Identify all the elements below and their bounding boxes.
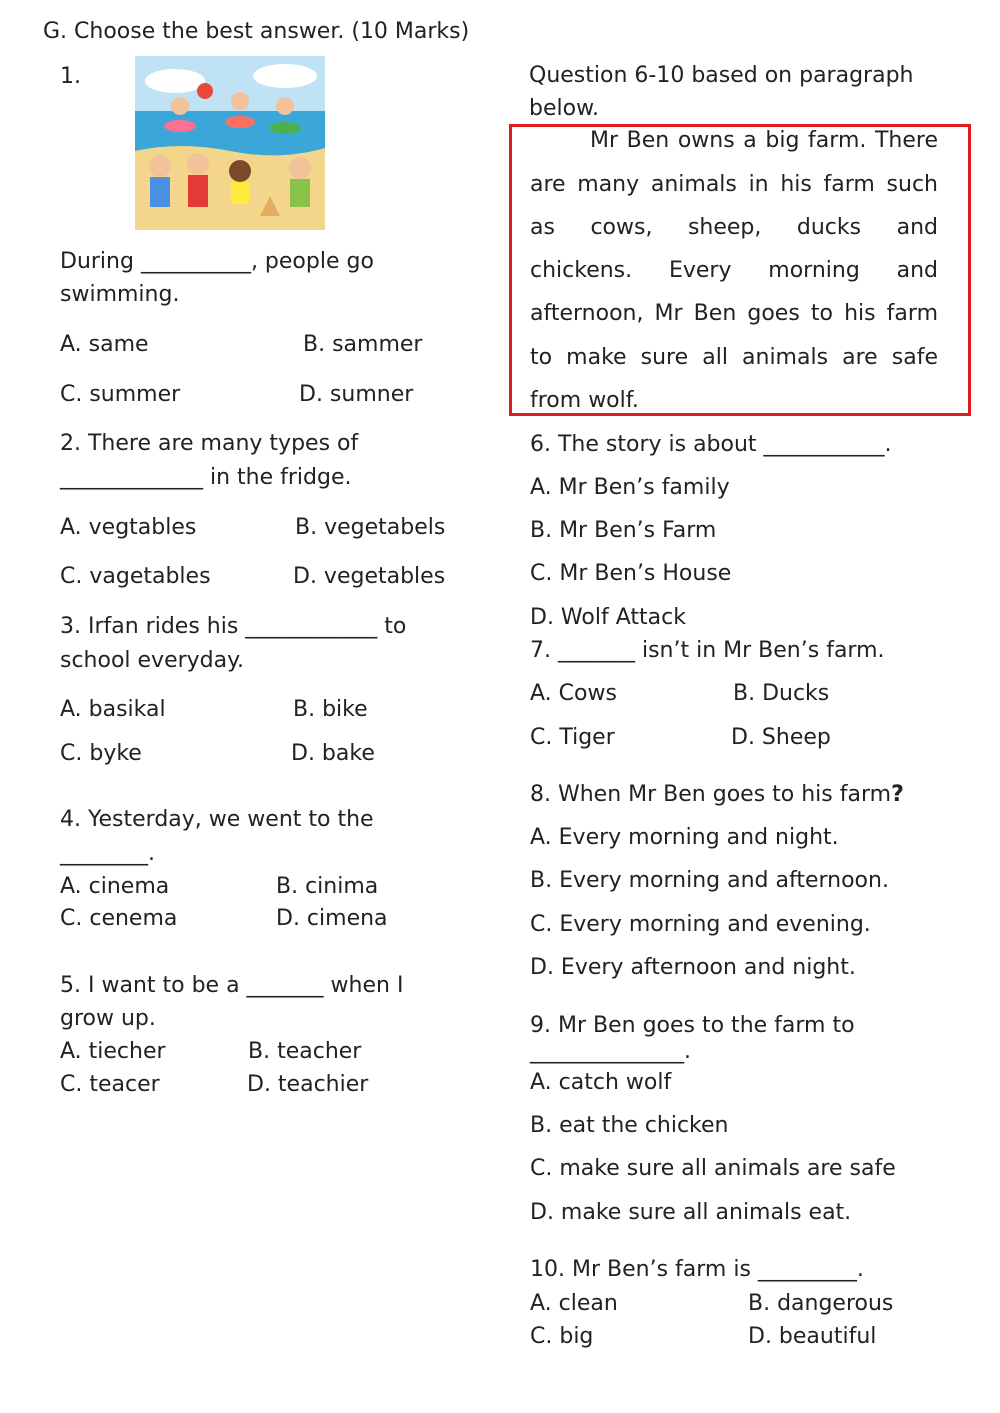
q4-option-d[interactable]: D. cimena [276,906,388,931]
q9-option-d[interactable]: D. make sure all animals eat. [530,1200,852,1225]
q4-option-b[interactable]: B. cinima [276,874,379,899]
q1-option-b[interactable]: B. sammer [303,332,423,357]
q2-option-d[interactable]: D. vegetables [293,564,446,589]
q1-stem-line1: During __________, people go [60,249,374,274]
q5-stem-line2: grow up. [60,1006,156,1031]
q2-stem-line1: 2. There are many types of [60,431,359,456]
passage-line-3: as cows, sheep, ducks and [530,215,938,240]
q3-stem-line1: 3. Irfan rides his ____________ to [60,614,407,639]
q9-stem-line2: ______________. [530,1039,691,1064]
q1-option-c[interactable]: C. summer [60,382,181,407]
q10-option-c[interactable]: C. big [530,1324,594,1349]
passage-intro-line2: below. [529,96,600,121]
q6-option-a[interactable]: A. Mr Ben’s family [530,475,730,500]
q10-option-a[interactable]: A. clean [530,1291,618,1316]
q1-option-d[interactable]: D. sumner [299,382,414,407]
q8-stem [530,784,904,806]
q10-option-b[interactable]: B. dangerous [748,1291,894,1316]
q5-option-c[interactable]: C. teacer [60,1072,160,1097]
q6-stem: 6. The story is about ___________. [530,432,892,457]
q8-option-d[interactable]: D. Every afternoon and night. [530,955,856,980]
q8-option-a[interactable]: A. Every morning and night. [530,825,839,850]
q1-number: 1. [60,64,81,89]
q8-option-c[interactable]: C. Every morning and evening. [530,912,871,937]
q4-stem-line2: ________. [60,841,155,866]
q3-stem-line2: school everyday. [60,648,245,673]
q7-option-a[interactable]: A. Cows [530,681,617,706]
q3-option-c[interactable]: C. byke [60,741,142,766]
q10-option-d[interactable]: D. beautiful [748,1324,877,1349]
q7-option-d[interactable]: D. Sheep [731,725,831,750]
q5-option-b[interactable]: B. teacher [248,1039,362,1064]
q4-option-c[interactable]: C. cenema [60,906,178,931]
beach-children-illustration [135,56,325,230]
q3-option-d[interactable]: D. bake [291,741,375,766]
q4-option-a[interactable]: A. cinema [60,874,170,899]
passage-line-6: to make sure all animals are safe [530,345,938,370]
passage-line-1: Mr Ben owns a big farm. There [590,128,938,153]
q9-option-c[interactable]: C. make sure all animals are safe [530,1156,896,1181]
q5-stem-line1: 5. I want to be a _______ when I [60,973,404,998]
q7-option-b[interactable]: B. Ducks [733,681,830,706]
beach-illustration-icon [135,56,325,230]
q7-option-c[interactable]: C. Tiger [530,725,615,750]
q3-option-a[interactable]: A. basikal [60,697,166,722]
page-title: G. Choose the best answer. (10 Marks) [43,19,470,44]
q9-option-a[interactable]: A. catch wolf [530,1070,672,1095]
q8-stem-text: 8. When Mr Ben goes to his farm [530,782,892,807]
q2-option-c[interactable]: C. vagetables [60,564,211,589]
q1-stem-line2: swimming. [60,282,180,307]
passage-line-2: are many animals in his farm such [530,172,938,197]
q6-option-d[interactable]: D. Wolf Attack [530,605,686,630]
q1-option-a[interactable]: A. same [60,332,149,357]
passage-intro-line1: Question 6-10 based on paragraph [529,63,914,88]
q4-stem-line1: 4. Yesterday, we went to the [60,807,374,832]
q5-option-d[interactable]: D. teachier [247,1072,369,1097]
passage-line-4: chickens. Every morning and [530,258,938,283]
q9-option-b[interactable]: B. eat the chicken [530,1113,729,1138]
q3-option-b[interactable]: B. bike [293,697,368,722]
q10-stem: 10. Mr Ben’s farm is _________. [530,1257,864,1282]
passage-line-5: afternoon, Mr Ben goes to his farm [530,301,938,326]
q2-option-a[interactable]: A. vegtables [60,515,197,540]
q7-stem: 7. _______ isn’t in Mr Ben’s farm. [530,638,885,663]
q5-option-a[interactable]: A. tiecher [60,1039,166,1064]
q8-option-b[interactable]: B. Every morning and afternoon. [530,868,889,893]
q2-stem-line2: _____________ in the fridge. [60,465,352,490]
q6-option-c[interactable]: C. Mr Ben’s House [530,561,732,586]
q8-question-mark: ? [891,782,904,807]
q6-option-b[interactable]: B. Mr Ben’s Farm [530,518,717,543]
q9-stem-line1: 9. Mr Ben goes to the farm to [530,1013,855,1038]
q2-option-b[interactable]: B. vegetabels [295,515,446,540]
passage-line-7: from wolf. [530,388,639,413]
